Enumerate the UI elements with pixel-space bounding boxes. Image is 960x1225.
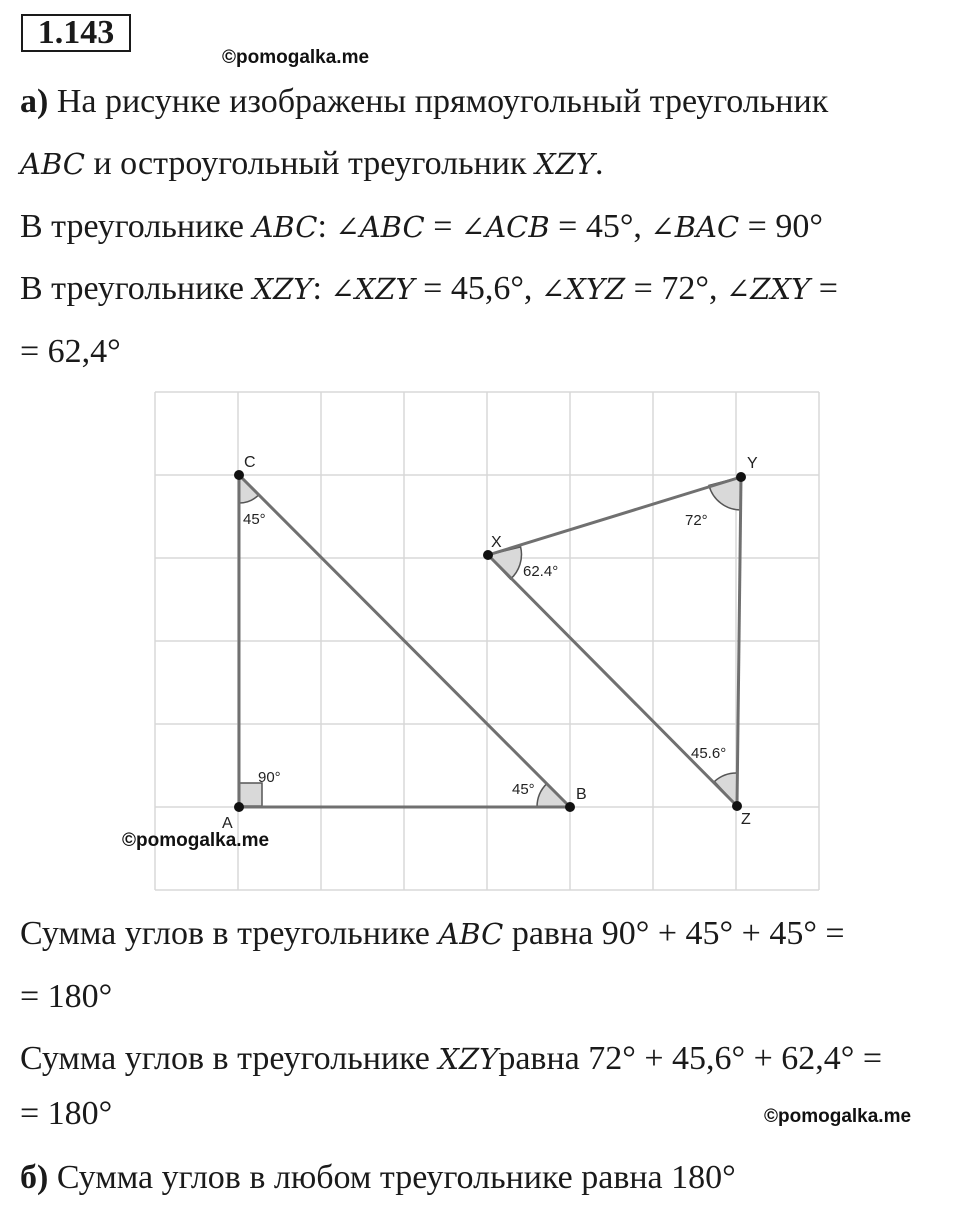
part-b-text: Сумма углов в любом треугольнике равна 180°	[48, 1159, 736, 1196]
problem-number: 1.143	[21, 14, 131, 52]
label-x: X	[491, 534, 502, 551]
part-a-line2	[20, 144, 603, 184]
point-c	[234, 470, 244, 480]
line4-colon: :	[312, 270, 331, 307]
angle-label-z: 45.6°	[691, 745, 727, 762]
part-a-line3	[20, 207, 823, 247]
point-y	[736, 472, 746, 482]
label-b: B	[576, 786, 587, 803]
sum1-prefix: Сумма углов в треугольнике	[20, 915, 439, 952]
angle-xyz: ∠XYZ	[540, 272, 626, 306]
angle-label-b: 45°	[512, 781, 535, 798]
angle-xzy: ∠XZY	[330, 272, 415, 306]
label-c: C	[244, 454, 256, 471]
sum2-prefix: Сумма углов в треугольнике	[20, 1040, 439, 1077]
angle-label-y: 72°	[685, 512, 708, 529]
part-a-text2: и остроугольный треугольник	[84, 145, 536, 182]
line4-tri: XZY	[252, 272, 313, 306]
part-a-label: а)	[20, 83, 49, 120]
point-b	[565, 802, 575, 812]
sum2-tri: XZY	[438, 1042, 499, 1076]
line4-v2: = 72°,	[625, 270, 726, 307]
line3-prefix: В треугольнике	[20, 208, 253, 245]
part-a-end: .	[594, 145, 604, 182]
sum1-rest: равна 90° + 45° + 45° =	[503, 915, 845, 952]
label-a: A	[222, 815, 233, 832]
part-a-line5: = 62,4°	[20, 333, 121, 370]
line3-colon: :	[317, 208, 336, 245]
line3-v2: = 90°	[739, 208, 823, 245]
angle-label-x: 62.4°	[523, 563, 559, 580]
sum1-tri: ABC	[438, 917, 504, 951]
label-y: Y	[747, 455, 758, 472]
sum1-line1	[20, 914, 845, 954]
part-a-text1: На рисунке изображены прямоугольный треугольник	[48, 83, 829, 120]
angle-label-c: 45°	[243, 511, 266, 528]
point-x	[483, 550, 493, 560]
part-a-line4	[20, 269, 838, 309]
angle-label-a: 90°	[258, 769, 281, 786]
label-z: Z	[741, 811, 751, 828]
watermark-figure: ©pomogalka.me	[122, 830, 270, 851]
line3-eq1: =	[424, 208, 461, 245]
angle-zxy: ∠ZXY	[725, 272, 811, 306]
sum2-line1	[20, 1039, 882, 1079]
sum2-line2: = 180°	[20, 1095, 113, 1132]
point-z	[732, 801, 742, 811]
watermark: ©pomogalka.me	[222, 47, 370, 68]
part-a-line1	[20, 82, 828, 122]
point-a	[234, 802, 244, 812]
line4-v1: = 45,6°,	[414, 270, 541, 307]
line4-v3: =	[810, 270, 838, 307]
watermark-bottom: ©pomogalka.me	[764, 1106, 912, 1127]
part-b-label: б)	[20, 1159, 49, 1196]
sum2-rest: равна 72° + 45,6° + 62,4° =	[498, 1040, 883, 1077]
line3-tri: ABC	[252, 210, 318, 244]
part-b-line	[20, 1158, 736, 1198]
triangle-xzy-name: XZY	[535, 147, 595, 181]
angle-acb: ∠ACB	[460, 210, 550, 244]
line3-v1: = 45°,	[549, 208, 651, 245]
angle-bac: ∠BAC	[650, 210, 740, 244]
angle-abc: ∠ABC	[335, 210, 425, 244]
triangles-figure	[0, 380, 960, 900]
angle-marker-a	[239, 783, 262, 806]
triangle-abc-name: ABC	[20, 147, 85, 181]
line4-prefix: В треугольнике	[20, 270, 253, 307]
angle-marker-x	[488, 547, 521, 579]
sum1-line2: = 180°	[20, 978, 113, 1015]
